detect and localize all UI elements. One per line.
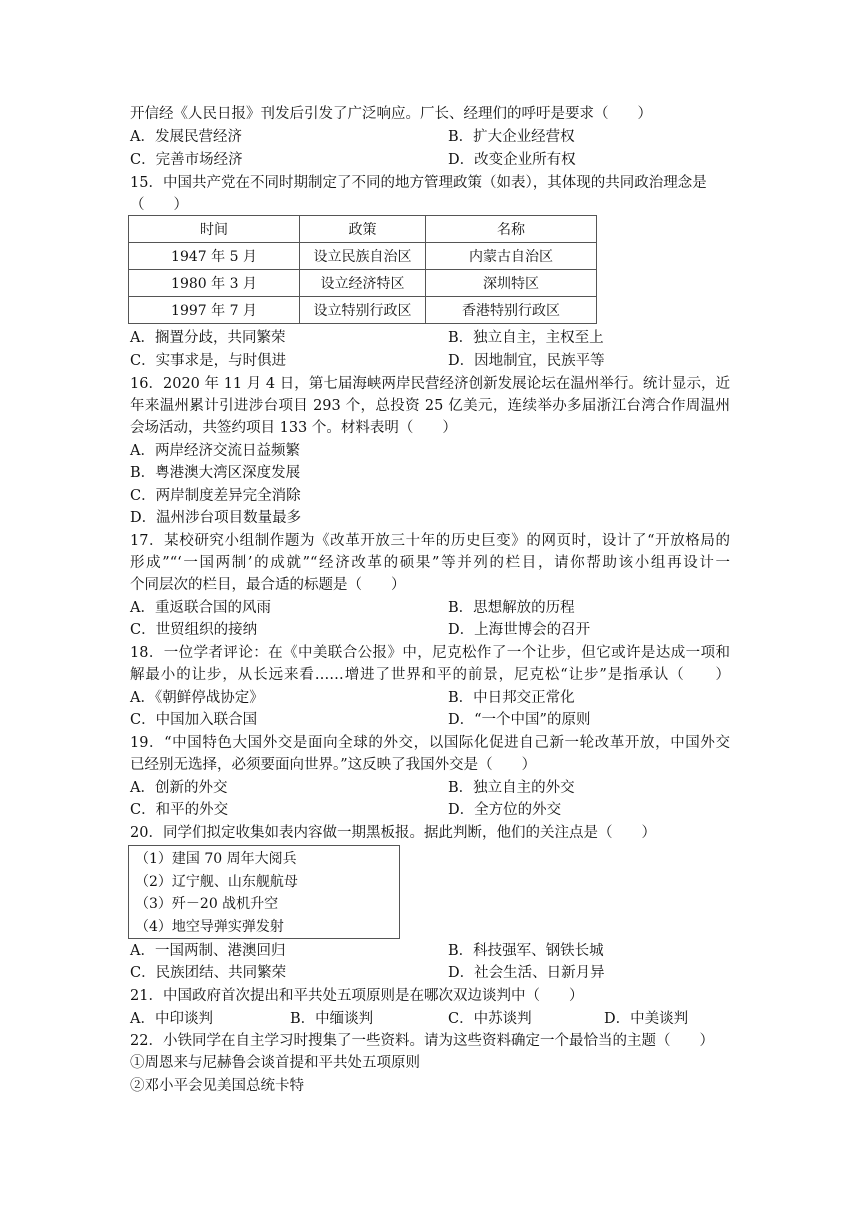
q20-box-item: （4）地空导弹实弹发射 [135, 918, 284, 935]
q20-option-b[interactable]: B．科技强军、钢铁长城 [448, 943, 604, 959]
q17-stem-line2: 形成”“‘一国两制’的成就”“经济改革的硕果”等并列的栏目，请你帮助该小组再设计一 [130, 555, 730, 571]
table-cell: 1980 年 3 月 [129, 270, 300, 297]
q15-stem-line2: （ ） [130, 197, 188, 213]
q14-option-a[interactable]: A．发展民营经济 [130, 129, 242, 145]
q18-option-c[interactable]: C．中国加入联合国 [130, 712, 258, 728]
q14-stem: 开信经《人民日报》刊发后引发了广泛响应。厂长、经理们的呼吁是要求（ ） [130, 106, 652, 122]
q17-stem-line3: 个同层次的栏目，最合适的标题是（ ） [130, 577, 406, 593]
table-cell: 设立经济特区 [300, 270, 426, 297]
q16-option-d[interactable]: D．温州涉台项目数量最多 [130, 510, 302, 526]
table-cell: 深圳特区 [426, 270, 597, 297]
q19-option-a[interactable]: A．创新的外交 [130, 780, 228, 796]
q15-option-d[interactable]: D．因地制宜，民族平等 [448, 353, 605, 369]
table-row [129, 270, 597, 297]
q20-option-c[interactable]: C．民族团结、共同繁荣 [130, 965, 287, 981]
q19-option-b[interactable]: B．独立自主的外交 [448, 780, 575, 796]
table-cell: 设立特别行政区 [300, 297, 426, 324]
q20-box-item: （1）建国 70 周年大阅兵 [135, 851, 297, 867]
q17-option-d[interactable]: D．上海世博会的召开 [448, 622, 591, 638]
q20-option-a[interactable]: A．一国两制、港澳回归 [130, 943, 286, 959]
q22-item-1: ①周恩来与尼赫鲁会谈首提和平共处五项原则 [130, 1055, 420, 1071]
q19-option-d[interactable]: D．全方位的外交 [448, 802, 562, 818]
q21-option-c[interactable]: C．中苏谈判 [448, 1011, 532, 1027]
q16-stem-line2: 年来温州累计引进涉台项目 293 个，总投资 25 亿美元，连续举办多届浙江台湾合作周温州 [130, 398, 730, 414]
q16-stem-line3: 会场活动，共签约项目 133 个。材料表明（ ） [130, 420, 457, 436]
q17-stem-line1: 17．某校研究小组制作题为《改革开放三十年的历史巨变》的网页时，设计了“开放格局的 [130, 533, 730, 549]
header-name: 名称 [426, 216, 597, 243]
q19-stem-line1: 19．“中国特色大国外交是面向全球的外交，以国际化促进自己新一轮改革开放，中国外交 [130, 735, 730, 751]
q16-stem-line1: 16．2020 年 11 月 4 日，第七届海峡两岸民营经济创新发展论坛在温州举行。统计显示，近 [130, 376, 730, 392]
q21-stem: 21．中国政府首次提出和平共处五项原则是在哪次双边谈判中（ ） [130, 988, 584, 1004]
table-cell: 内蒙古自治区 [426, 243, 597, 270]
table-row [129, 243, 597, 270]
q14-option-c[interactable]: C．完善市场经济 [130, 152, 243, 168]
q18-option-b[interactable]: B．中日邦交正常化 [448, 690, 575, 706]
q17-option-c[interactable]: C．世贸组织的接纳 [130, 622, 258, 638]
table-cell: 设立民族自治区 [300, 243, 426, 270]
q15-stem-line1: 15．中国共产党在不同时期制定了不同的地方管理政策（如表），其体现的共同政治理念是 [130, 175, 707, 191]
q20-content-box [128, 845, 400, 939]
q15-option-b[interactable]: B．独立自主，主权至上 [448, 330, 604, 346]
q17-option-b[interactable]: B．思想解放的历程 [448, 600, 575, 616]
header-time: 时间 [129, 216, 300, 243]
q20-option-d[interactable]: D．社会生活、日新月异 [448, 965, 605, 981]
q16-option-c[interactable]: C．两岸制度差异完全消除 [130, 488, 301, 504]
q18-option-a[interactable]: A．《朝鲜停战协定》 [130, 690, 264, 706]
q15-policy-table [128, 215, 597, 324]
q16-option-b[interactable]: B．粤港澳大湾区深度发展 [130, 465, 301, 481]
q18-stem-line2: 解最小的让步，从长远来看……增进了世界和平的前景，尼克松“让步”是指承认（ ） [130, 667, 730, 683]
q14-option-d[interactable]: D．改变企业所有权 [448, 152, 576, 168]
q19-option-c[interactable]: C．和平的外交 [130, 802, 229, 818]
q18-stem-line1: 18．一位学者评论：在《中美联合公报》中，尼克松作了一个让步，但它或许是达成一项和 [130, 645, 730, 661]
q15-option-c[interactable]: C．实事求是，与时俱进 [130, 353, 287, 369]
q16-option-a[interactable]: A．两岸经济交流日益频繁 [130, 443, 300, 459]
q15-option-a[interactable]: A．搁置分歧，共同繁荣 [130, 330, 286, 346]
q22-stem: 22．小铁同学在自主学习时搜集了一些资料。请为这些资料确定一个最恰当的主题（ ） [130, 1033, 714, 1049]
header-policy: 政策 [300, 216, 426, 243]
q18-option-d[interactable]: D．“一个中国”的原则 [448, 712, 591, 728]
q21-option-d[interactable]: D．中美谈判 [604, 1011, 689, 1027]
q19-stem-line2: 已经别无选择，必须要面向世界。”这反映了我国外交是（ ） [130, 757, 537, 773]
table-cell: 香港特别行政区 [426, 297, 597, 324]
table-cell: 1997 年 7 月 [129, 297, 300, 324]
q20-stem: 20．同学们拟定收集如表内容做一期黑板报。据此判断，他们的关注点是（ ） [130, 825, 656, 841]
table-header-row [129, 216, 597, 243]
q17-option-a[interactable]: A．重返联合国的风雨 [130, 600, 271, 616]
q21-option-b[interactable]: B．中缅谈判 [290, 1011, 374, 1027]
table-row [129, 297, 597, 324]
q22-item-2: ②邓小平会见美国总统卡特 [130, 1078, 304, 1094]
table-cell: 1947 年 5 月 [129, 243, 300, 270]
q20-box-item: （2）辽宁舰、山东舰航母 [135, 873, 298, 890]
q20-box-item: （3）歼－20 战机升空 [135, 896, 279, 912]
q21-option-a[interactable]: A．中印谈判 [130, 1011, 213, 1027]
q14-option-b[interactable]: B．扩大企业经营权 [448, 129, 575, 145]
